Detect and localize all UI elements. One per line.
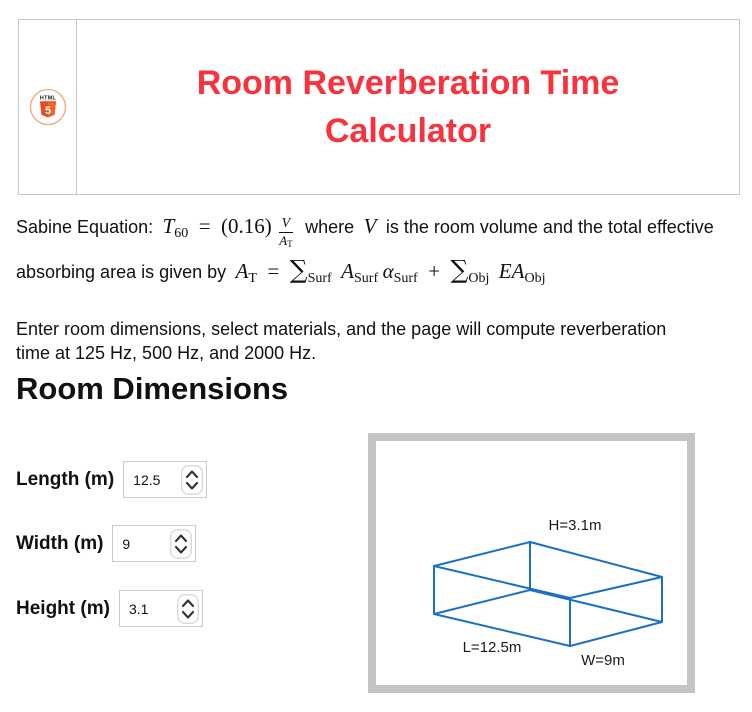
math-equals: = — [198, 214, 211, 238]
length-label: Length (m) — [16, 468, 115, 490]
length-field-row — [16, 461, 207, 498]
sabine-where-text: where — [305, 217, 355, 237]
room-wireframe-edges — [434, 542, 662, 646]
math-sum-obj-sub: Obj — [468, 271, 490, 286]
header-card — [18, 19, 740, 195]
math-t60-sub: 60 — [174, 226, 189, 241]
math-at: A — [235, 259, 249, 283]
math-sum-surf: ∑ — [289, 255, 308, 284]
room-diagram-canvas — [368, 433, 695, 693]
page-title-line1: Room Reverberation Time — [196, 64, 620, 102]
math-a-surf-sub: Surf — [354, 271, 379, 286]
instructions-paragraph: Enter room dimensions, select materials, and the page will compute reverberation time at 125 Hz, 500 Hz, and 2000 Hz. — [16, 319, 667, 363]
height-field-row — [16, 590, 203, 627]
math-alpha-surf: α — [382, 259, 394, 283]
room-wireframe-drawing — [376, 441, 687, 685]
sabine-equation-line1 — [16, 208, 740, 252]
math-t60: T — [162, 214, 175, 238]
math-alpha-surf-sub: Surf — [393, 271, 418, 286]
width-label: Width (m) — [16, 532, 104, 554]
page-title — [197, 59, 620, 155]
logo-number-text: 5 — [44, 105, 51, 118]
height-input[interactable] — [129, 601, 167, 617]
math-fraction-v-over-at — [279, 217, 292, 251]
width-input-box[interactable] — [112, 525, 196, 562]
sabine-text-1: is the room volume and the total effective — [385, 217, 714, 237]
stepper-icon — [177, 594, 199, 624]
width-input[interactable] — [122, 536, 160, 552]
sabine-equation-line2 — [16, 252, 740, 297]
math-frac-denominator: AT — [279, 233, 293, 249]
sabine-equation-paragraph — [16, 208, 740, 297]
diagram-length-label: L=12.5m — [462, 639, 522, 656]
stepper-icon — [181, 465, 203, 495]
room-dimensions-heading: Room Dimensions — [16, 371, 289, 406]
math-v: V — [363, 214, 377, 238]
math-ea-obj: EA — [498, 259, 525, 283]
length-input-box[interactable] — [123, 461, 207, 498]
math-coefficient: (0.16) — [221, 214, 272, 238]
diagram-width-label: W=9m — [581, 652, 625, 669]
math-equals-2: = — [267, 259, 280, 283]
diagram-height-label: H=3.1m — [548, 517, 602, 534]
math-ea-obj-sub: Obj — [524, 271, 546, 286]
html5-logo-icon — [29, 88, 67, 126]
title-cell — [77, 20, 739, 194]
width-stepper[interactable] — [170, 529, 192, 559]
math-frac-numerator: V — [281, 216, 291, 231]
logo-html-text: HTML — [39, 95, 56, 102]
math-at-sub: T — [248, 271, 257, 286]
width-field-row — [16, 525, 196, 562]
sabine-text-2: absorbing area is given by — [16, 262, 227, 282]
length-stepper[interactable] — [181, 465, 203, 495]
height-stepper[interactable] — [177, 594, 199, 624]
length-input[interactable] — [133, 472, 171, 488]
height-label: Height (m) — [16, 597, 110, 619]
logo-cell — [19, 20, 77, 194]
math-sum-obj: ∑ — [450, 255, 469, 284]
math-a-surf: A — [341, 259, 354, 283]
sabine-intro-label: Sabine Equation: — [16, 217, 154, 237]
height-input-box[interactable] — [119, 590, 203, 627]
page-title-line2: Calculator — [324, 112, 492, 150]
stepper-icon — [170, 529, 192, 559]
math-plus: + — [428, 259, 441, 283]
math-sum-surf-sub: Surf — [307, 271, 332, 286]
